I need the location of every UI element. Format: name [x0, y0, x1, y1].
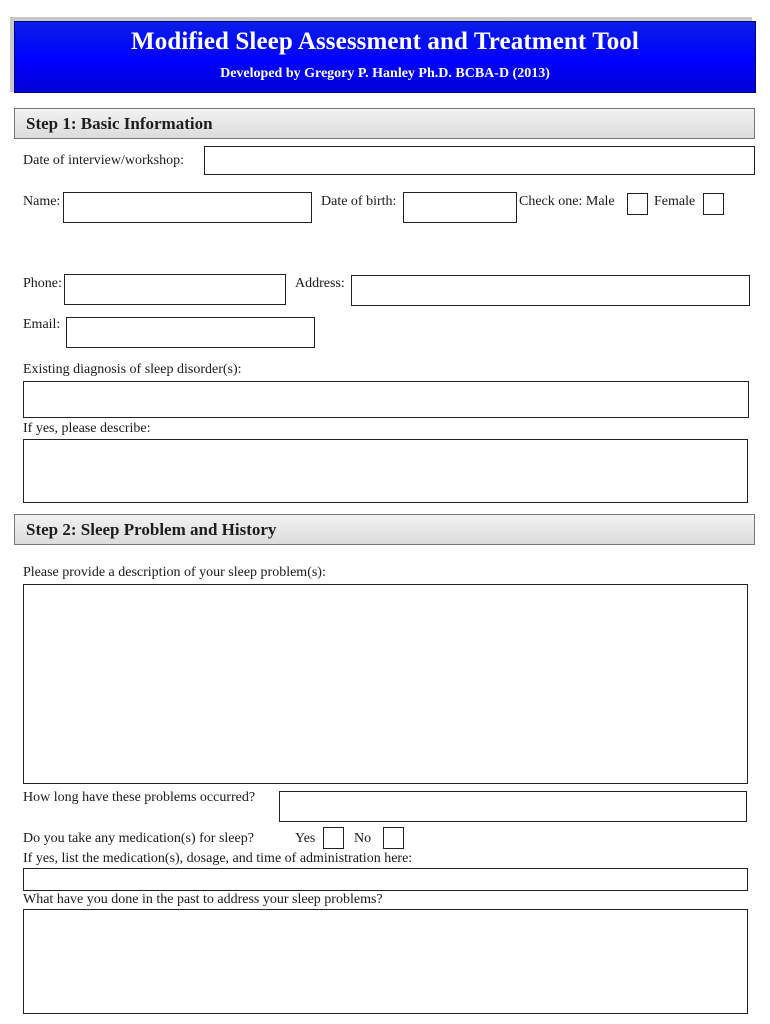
- check-one-male-label: Check one: Male: [519, 194, 615, 209]
- address-label: Address:: [295, 276, 345, 291]
- form-title: Modified Sleep Assessment and Treatment Tool: [131, 28, 639, 55]
- describe-field[interactable]: [23, 439, 748, 503]
- email-field[interactable]: [66, 317, 315, 348]
- diagnosis-field[interactable]: [23, 381, 749, 418]
- name-label: Name:: [23, 194, 61, 209]
- diagnosis-label: Existing diagnosis of sleep disorder(s):: [23, 362, 242, 377]
- sleep-description-label: Please provide a description of your sleep problem(s):: [23, 565, 326, 580]
- dob-label: Date of birth:: [321, 194, 397, 209]
- yes-label: Yes: [295, 831, 316, 846]
- medication-question-label: Do you take any medication(s) for sleep?: [23, 831, 254, 846]
- step1-heading-bar: [14, 108, 755, 139]
- date-interview-label: Date of interview/workshop:: [23, 153, 184, 168]
- form-header: [14, 21, 756, 93]
- female-checkbox[interactable]: [703, 193, 724, 215]
- email-label: Email:: [23, 317, 61, 332]
- name-field[interactable]: [63, 192, 312, 223]
- duration-label: How long have these problems occurred?: [23, 790, 256, 805]
- date-interview-field[interactable]: [204, 146, 755, 175]
- describe-label: If yes, please describe:: [23, 421, 151, 436]
- female-label: Female: [654, 194, 696, 209]
- sleep-description-field[interactable]: [23, 584, 748, 784]
- medication-list-label: If yes, list the medication(s), dosage, and time of administration here:: [23, 851, 413, 866]
- address-field[interactable]: [351, 275, 750, 306]
- medication-list-field[interactable]: [23, 868, 748, 891]
- medication-yes-checkbox[interactable]: [323, 827, 344, 849]
- phone-label: Phone:: [23, 276, 62, 291]
- past-attempts-label: What have you done in the past to address your sleep problems?: [23, 892, 383, 907]
- step1-heading: Step 1: Basic Information: [26, 114, 213, 133]
- step2-heading: Step 2: Sleep Problem and History: [26, 520, 277, 539]
- male-checkbox[interactable]: [627, 193, 648, 215]
- duration-field[interactable]: [279, 791, 747, 822]
- no-label: No: [354, 831, 372, 846]
- dob-field[interactable]: [403, 192, 517, 223]
- phone-field[interactable]: [64, 274, 286, 305]
- step2-heading-bar: [14, 514, 755, 545]
- form-subtitle: Developed by Gregory P. Hanley Ph.D. BCBA-D (2013): [220, 66, 550, 81]
- medication-no-checkbox[interactable]: [383, 827, 404, 849]
- past-attempts-field[interactable]: [23, 909, 748, 1014]
